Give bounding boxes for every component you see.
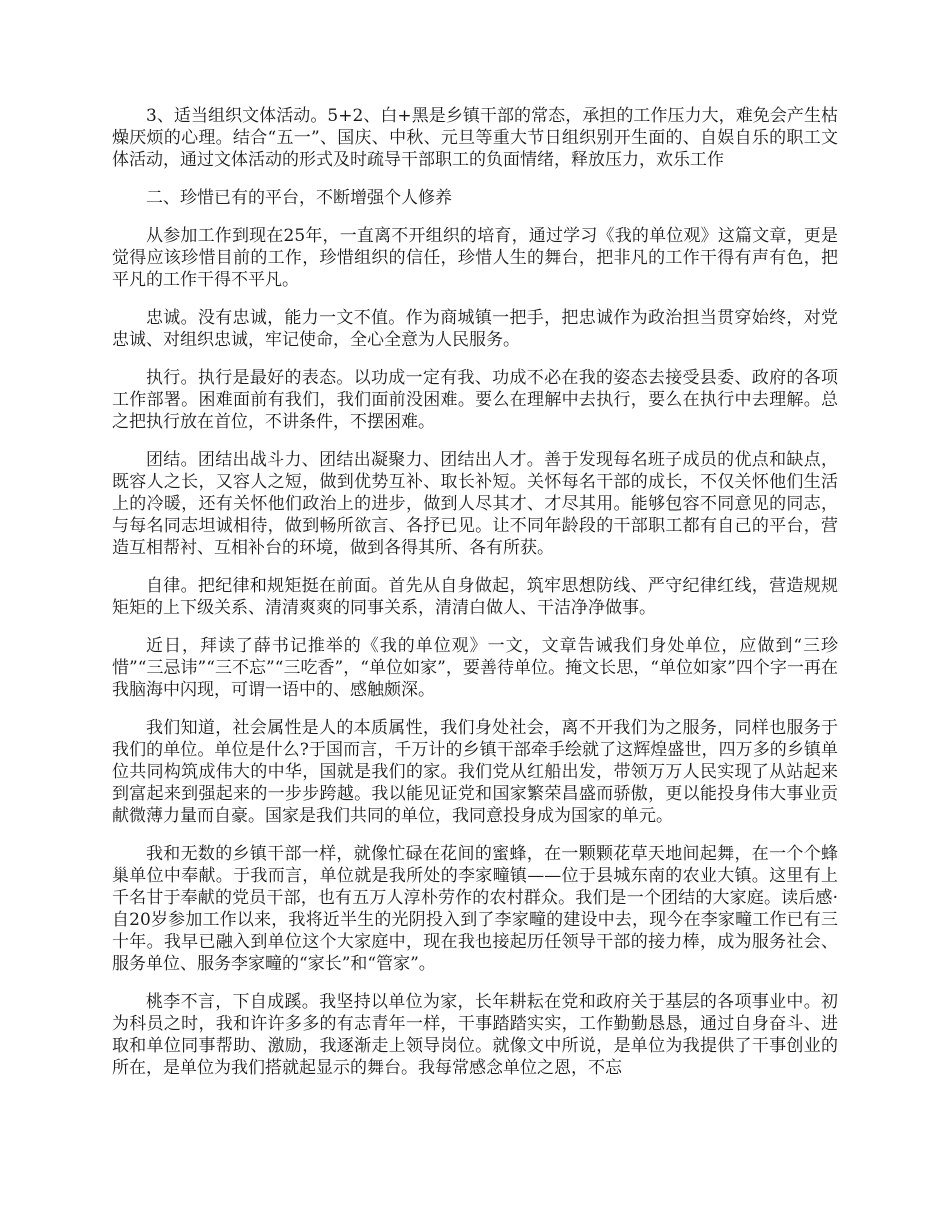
paragraph-1: 3、适当组织文体活动。5+2、白+黑是乡镇干部的常态，承担的工作压力大，难免会产生枯燥厌烦的心理。结合“五一”、国庆、中秋、元旦等重大节日组织别开生面的、自娱自乐的职工文体活动，通过文体活动的形式及时疏导干部职工的负面情绪，释放压力，欢乐工作 [112, 106, 838, 170]
document-body [112, 105, 838, 1079]
paragraph-unity: 团结。团结出战斗力、团结出凝聚力、团结出人才。善于发现每名班子成员的优点和缺点，既容人之长，又容人之短，做到优势互补、取长补短。关怀每名干部的成长，不仅关怀他们生活上的冷暖，还有关怀他们政治上的进步，做到人尽其才、才尽其用。能够包容不同意见的同志，与每名同志坦诚相待，做到畅所欲言、各抒已见。让不同年龄段的干部职工都有自己的平台，营造互相帮衬、互相补台的环境，做到各得其所、各有所获。 [112, 450, 838, 558]
paragraph-3: 从参加工作到现在25年，一直离不开组织的培育，通过学习《我的单位观》这篇文章，更是觉得应该珍惜目前的工作，珍惜组织的信任，珍惜人生的舞台，把非凡的工作干得有声有色，把平凡的工作干得不平凡。 [112, 226, 838, 290]
paragraph-township: 我和无数的乡镇干部一样，就像忙碌在花间的蜜蜂，在一颗颗花草天地间起舞，在一个个蜂巢单位中奉献。于我而言，单位就是我所处的李家疃镇——位于县城东南的农业大镇。这里有上千名甘于奉献的党员干部，也有五万人淳朴劳作的农村群众。我们是一个团结的大家庭。读后感·自20岁参加工作以来，我将近半生的光阴投入到了李家疃的建设中去，现今在李家疃工作已有三十年。我早已融入到单位这个大家庭中，现在我也接起历任领导干部的接力棒，成为服务社会、服务单位、服务李家疃的“家长”和“管家”。 [112, 844, 838, 974]
paragraph-execution: 执行。执行是最好的表态。以功成一定有我、功成不必在我的姿态去接受县委、政府的各项工作部署。困难面前有我们，我们面前没困难。要么在理解中去执行，要么在执行中去理解。总之把执行放在首位，不讲条件，不摆困难。 [112, 368, 838, 432]
paragraph-society: 我们知道，社会属性是人的本质属性，我们身处社会，离不开我们为之服务，同样也服务于我们的单位。单位是什么?于国而言，千万计的乡镇干部牵手绘就了这辉煌盛世，四万多的乡镇单位共同构筑成伟大的中华，国就是我们的家。我们党从红船出发，带领万万人民实现了从站起来到富起来到强起来的一步步跨越。我以能见证党和国家繁荣昌盛而骄傲，更以能投身伟大事业贡献微薄力量而自豪。国家是我们共同的单位，我同意投身成为国家的单元。 [112, 718, 838, 826]
paragraph-career: 桃李不言，下自成蹊。我坚持以单位为家，长年耕耘在党和政府关于基层的各项事业中。初为科员之时，我和许许多多的有志青年一样，干事踏踏实实，工作勤勤恳恳，通过自身奋斗、进取和单位同事帮助、激励，我逐渐走上领导岗位。就像文中所说，是单位为我提供了干事创业的所在，是单位为我们搭就起显示的舞台。我每常感念单位之恩，不忘 [112, 992, 838, 1078]
paragraph-loyalty: 忠诚。没有忠诚，能力一文不值。作为商城镇一把手，把忠诚作为政治担当贯穿始终，对党忠诚、对组织忠诚，牢记使命，全心全意为人民服务。 [112, 308, 838, 350]
section-heading: 二、珍惜已有的平台，不断增强个人修养 [146, 188, 452, 208]
paragraph-reading: 近日，拜读了薛书记推举的《我的单位观》一文，文章告诫我们身处单位，应做到“三珍惜”“三忌讳”“三不忘”“三吃香”，“单位如家”，要善待单位。掩文长思，“单位如家”四个字一再在我脑海中闪现，可谓一语中的、感触颇深。 [112, 636, 838, 700]
paragraph-self-discipline: 自律。把纪律和规矩挺在前面。首先从自身做起，筑牢思想防线、严守纪律红线，营造规规矩矩的上下级关系、清清爽爽的同事关系，清清白做人、干洁净净做事。 [112, 576, 838, 618]
